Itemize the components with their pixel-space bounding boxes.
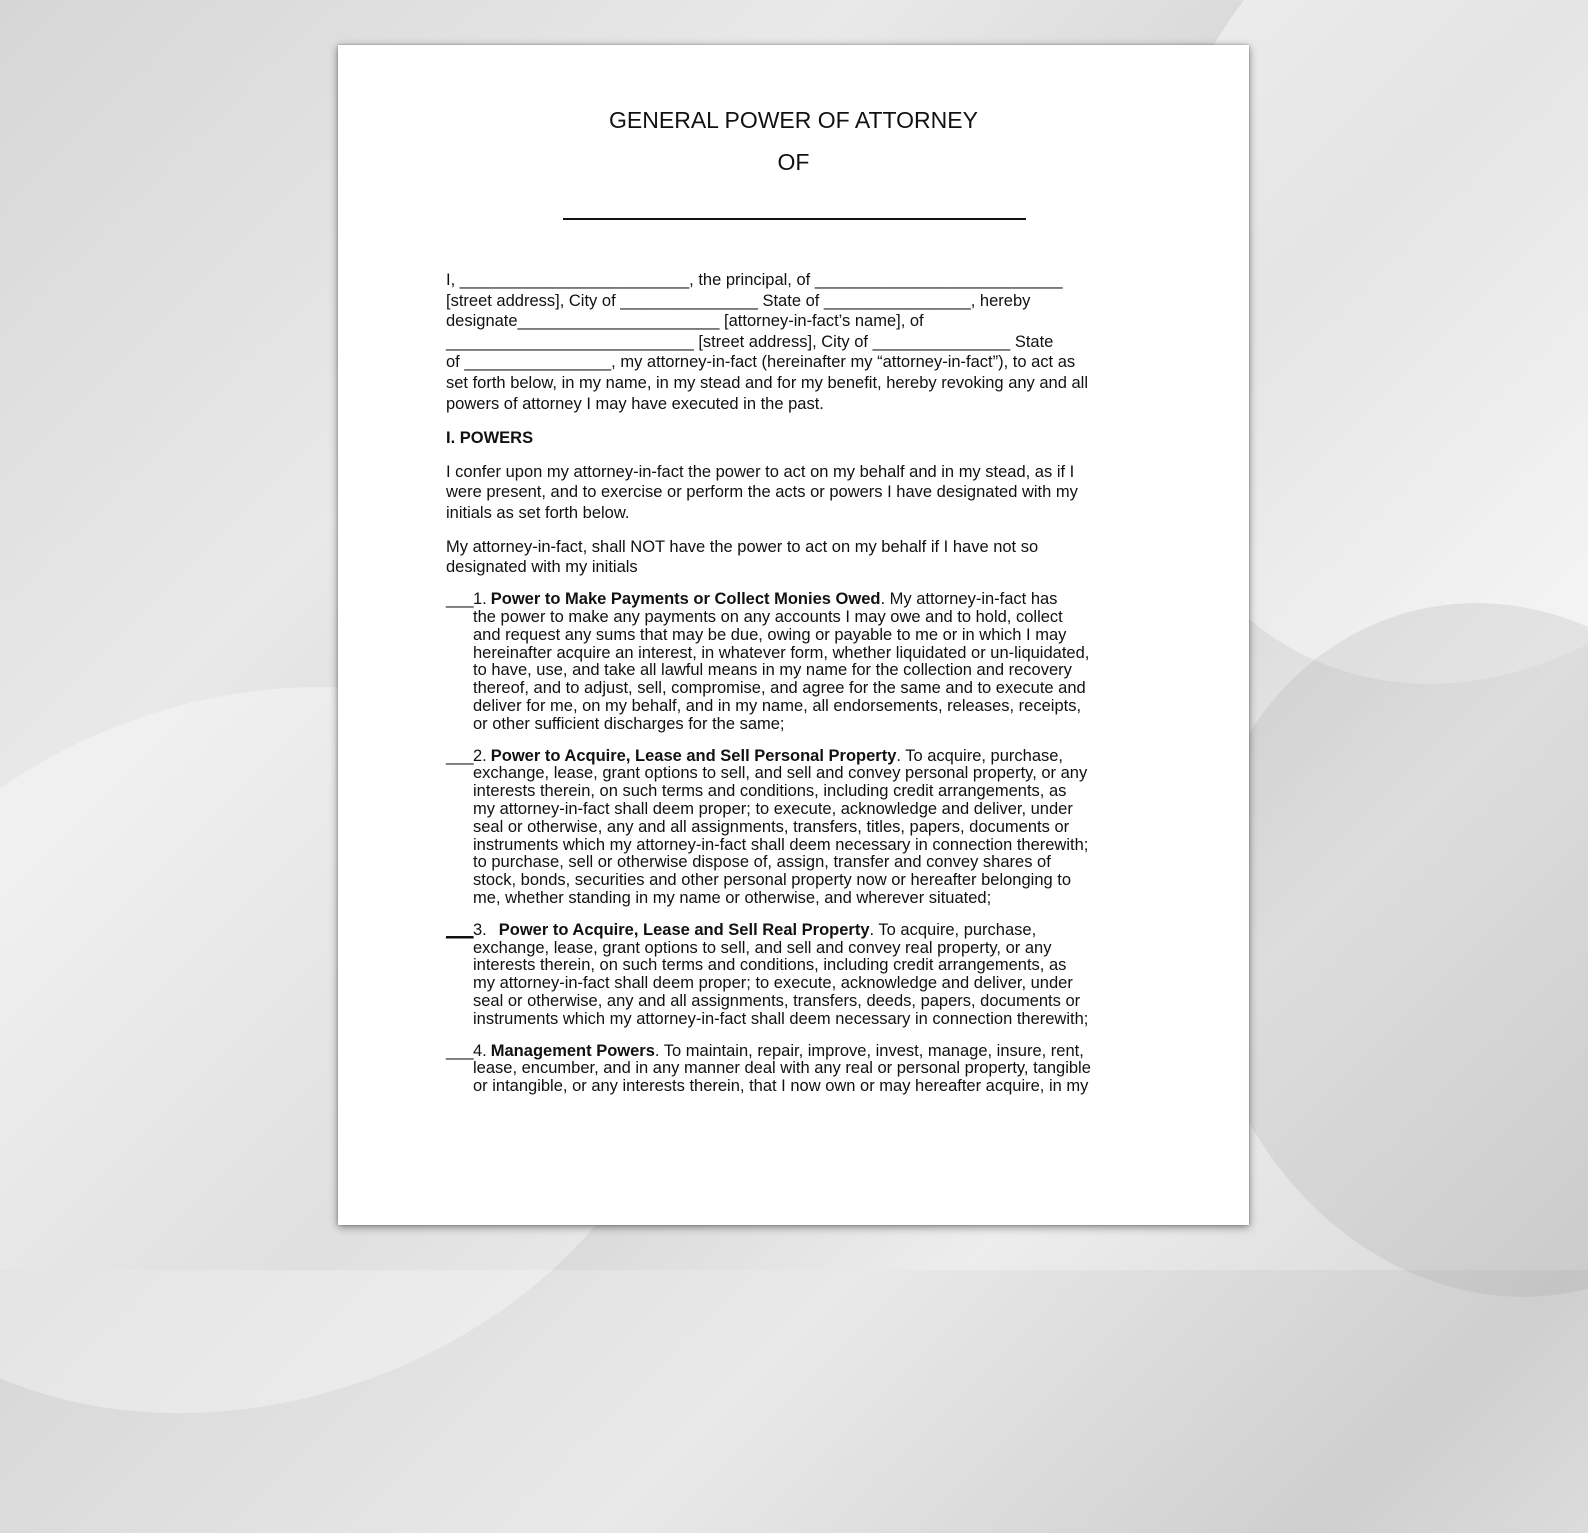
- text-line: instruments which my attorney-in-fact shall deem necessary in connection therewith;: [473, 835, 1089, 854]
- text-line: My attorney-in-fact, shall NOT have the power to act on my behalf if I have not so: [446, 537, 1039, 556]
- document-title: GENERAL POWER OF ATTORNEY: [609, 107, 978, 133]
- text-line: my attorney-in-fact shall deem proper; to execute, acknowledge and deliver, under: [473, 974, 1073, 993]
- text-line: exchange, lease, grant options to sell, and sell and convey real property, or any: [473, 938, 1052, 957]
- text-line: to purchase, sell or otherwise dispose of, assign, transfer and convey shares of: [473, 853, 1051, 872]
- text-line: seal or otherwise, any and all assignments, transfers, titles, papers, documents or: [473, 817, 1070, 836]
- initials-blank: ___: [446, 746, 474, 765]
- power-item-2: [446, 748, 1146, 908]
- principal-name-line: [563, 218, 1026, 220]
- item-body: [473, 1060, 1146, 1096]
- section-heading: I. POWERS: [446, 429, 534, 448]
- item-number: 4.: [473, 1041, 487, 1060]
- item-first-line: . My attorney-in-fact has: [880, 590, 1058, 609]
- power-item-4: [446, 1043, 1146, 1096]
- initials-blank: ___: [446, 1041, 474, 1060]
- text-line: thereof, and to adjust, sell, compromise, and agree for the same and to execute and: [473, 679, 1086, 698]
- text-line: stock, bonds, securities and other personal property now or hereafter belonging to: [473, 871, 1072, 890]
- initials-paragraph: [446, 537, 1146, 577]
- text-line: or other sufficient discharges for the same;: [473, 714, 785, 733]
- item-number: 2.: [473, 746, 487, 765]
- text-line: I, _________________________, the principal, of ___________________________: [446, 271, 1063, 289]
- initials-blank: ___: [446, 920, 474, 939]
- text-line: initials as set forth below.: [446, 503, 630, 522]
- text-line: of ________________, my attorney-in-fact (hereinafter my “attorney-in-fact”), to act as: [446, 353, 1076, 372]
- item-body: [473, 940, 1146, 1029]
- powers-paragraph: [446, 462, 1146, 523]
- text-line: and request any sums that may be due, owing or payable to me or in which I may: [473, 625, 1067, 644]
- item-heading: Power to Acquire, Lease and Sell Personal Property: [490, 746, 897, 765]
- text-line: or intangible, or any interests therein, that I now own or may hereafter acquire, in my: [473, 1077, 1089, 1096]
- item-heading: Management Powers: [490, 1041, 655, 1060]
- text-line: designated with my initials: [446, 557, 638, 576]
- power-item-3: [446, 922, 1146, 1029]
- text-line: hereinafter acquire an interest, in whatever form, whether liquidated or un-liquidated,: [473, 643, 1090, 662]
- text-line: set forth below, in my name, in my stead and for my benefit, hereby revoking any and all: [446, 373, 1089, 392]
- text-line: I confer upon my attorney-in-fact the power to act on my behalf and in my stead, as if I: [446, 463, 1075, 482]
- powers-list: [446, 591, 1146, 1096]
- item-first-line: . To maintain, repair, improve, invest, manage, insure, rent,: [654, 1041, 1084, 1060]
- item-number: 3.: [473, 920, 487, 939]
- text-line: powers of attorney I may have executed in the past.: [446, 394, 824, 413]
- item-first-line: . To acquire, purchase,: [896, 746, 1064, 765]
- text-line: seal or otherwise, any and all assignments, transfers, deeds, papers, documents or: [473, 991, 1081, 1010]
- text-line: the power to make any payments on any accounts I may owe and to hold, collect: [473, 607, 1063, 626]
- item-heading: Power to Acquire, Lease and Sell Real Property: [498, 920, 870, 939]
- item-first-line: . To acquire, purchase,: [869, 920, 1037, 939]
- text-line: were present, and to exercise or perform the acts or powers I have designated with my: [446, 483, 1078, 502]
- text-line: me, whether standing in my name or otherwise, and wherever situated;: [473, 888, 992, 907]
- text-line: to have, use, and take all lawful means in my name for the collection and recovery: [473, 661, 1072, 680]
- text-line: lease, encumber, and in any manner deal with any real or personal property, tangible: [473, 1059, 1091, 1078]
- item-number: 1.: [473, 590, 487, 609]
- text-line: ___________________________ [street address], City of _______________ State: [446, 332, 1054, 351]
- text-line: deliver for me, on my behalf, and in my name, all endorsements, releases, receipts,: [473, 696, 1082, 715]
- text-line: instruments which my attorney-in-fact shall deem necessary in connection therewith;: [473, 1009, 1089, 1028]
- item-body: [473, 609, 1146, 734]
- text-line: interests therein, on such terms and conditions, including credit arrangements, as: [473, 956, 1067, 975]
- text-line: designate______________________ [attorney-in-fact’s name], of: [446, 312, 924, 331]
- item-body: [473, 765, 1146, 907]
- intro-paragraph: [446, 270, 1146, 414]
- document-page: [338, 45, 1249, 1225]
- initials-blank: ___: [446, 590, 474, 609]
- text-line: exchange, lease, grant options to sell, and sell and convey personal property, or any: [473, 764, 1088, 783]
- text-line: [street address], City of _______________ State of ________________, hereby: [446, 291, 1031, 310]
- text-line: interests therein, on such terms and conditions, including credit arrangements, as: [473, 782, 1067, 801]
- document-body: [446, 270, 1146, 1110]
- item-heading: Power to Make Payments or Collect Monies Owed: [490, 590, 881, 609]
- document-subtitle: OF: [777, 149, 810, 175]
- text-line: my attorney-in-fact shall deem proper; to execute, acknowledge and deliver, under: [473, 799, 1073, 818]
- power-item-1: [446, 591, 1146, 733]
